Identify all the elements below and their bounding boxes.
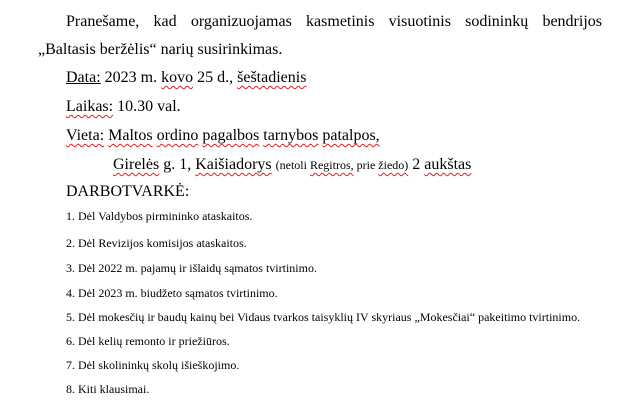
venue-word-3: pagalbos	[202, 127, 260, 144]
address-street: Girelės	[113, 156, 160, 173]
date-day: 25 d.,	[197, 69, 234, 86]
venue-word-4: tarnybos	[263, 127, 319, 144]
venue-line	[66, 126, 380, 146]
address-city: Kaišiadorys	[195, 156, 272, 173]
agenda-item-4: 4. Dėl 2023 m. biudžeto sąmatos tvirtinimo.	[66, 286, 278, 300]
agenda-item-3: 3. Dėl 2022 m. pajamų ir išlaidų sąmatos tvirtinimo.	[66, 261, 317, 275]
agenda-item-1: 1. Dėl Valdybos pirmininko ataskaitos.	[66, 209, 253, 223]
agenda-item-7: 7. Dėl skolininkų skolų išieškojimo.	[66, 358, 240, 372]
address-floor: 2	[412, 156, 421, 173]
agenda-item-2: 2. Dėl Revizijos komisijos ataskaitos.	[66, 236, 247, 250]
time-value: 10.30 val.	[117, 98, 181, 115]
date-year: 2023 m.	[104, 69, 158, 86]
date-month: kovo	[161, 69, 194, 86]
address-number: g. 1,	[163, 156, 192, 173]
agenda-item-6: 6. Dėl kelių remonto ir priežiūros.	[66, 334, 230, 348]
intro-line-2: „Baltasis beržėlis“ narių susirinkimas.	[38, 41, 283, 58]
intro-line-1: Pranešame, kad organizuojamas kasmetinis visuotinis sodininkų bendrijos	[66, 13, 602, 30]
date-line	[66, 68, 306, 88]
agenda-title: DARBOTVARKĖ:	[66, 183, 190, 200]
venue-word-5: patalpos,	[322, 127, 380, 144]
date-label: Data:	[66, 69, 101, 86]
agenda-item-8: 8. Kiti klausimai.	[66, 382, 150, 396]
date-weekday: šeštadienis	[237, 69, 307, 86]
agenda-item-5: 5. Dėl mokesčių ir baudų kainų bei Vidaus tvarkos taisyklių IV skyriaus „Mokesčiai“ pakeitimo tvirtinimo.	[66, 310, 581, 324]
venue-word-1: Maltos	[108, 127, 153, 144]
address-near-place: Regitros,	[309, 158, 354, 172]
time-line	[66, 97, 181, 117]
address-near-open: (netoli	[275, 158, 307, 172]
address-near-prep: prie	[356, 158, 376, 172]
address-floor-word: aukštas	[424, 156, 472, 173]
venue-word-2: ordino	[156, 127, 199, 144]
address-near-close: žiedo)	[378, 158, 409, 172]
address-line	[113, 155, 471, 175]
time-label: Laikas:	[66, 98, 114, 115]
venue-label: Vieta:	[66, 127, 105, 144]
